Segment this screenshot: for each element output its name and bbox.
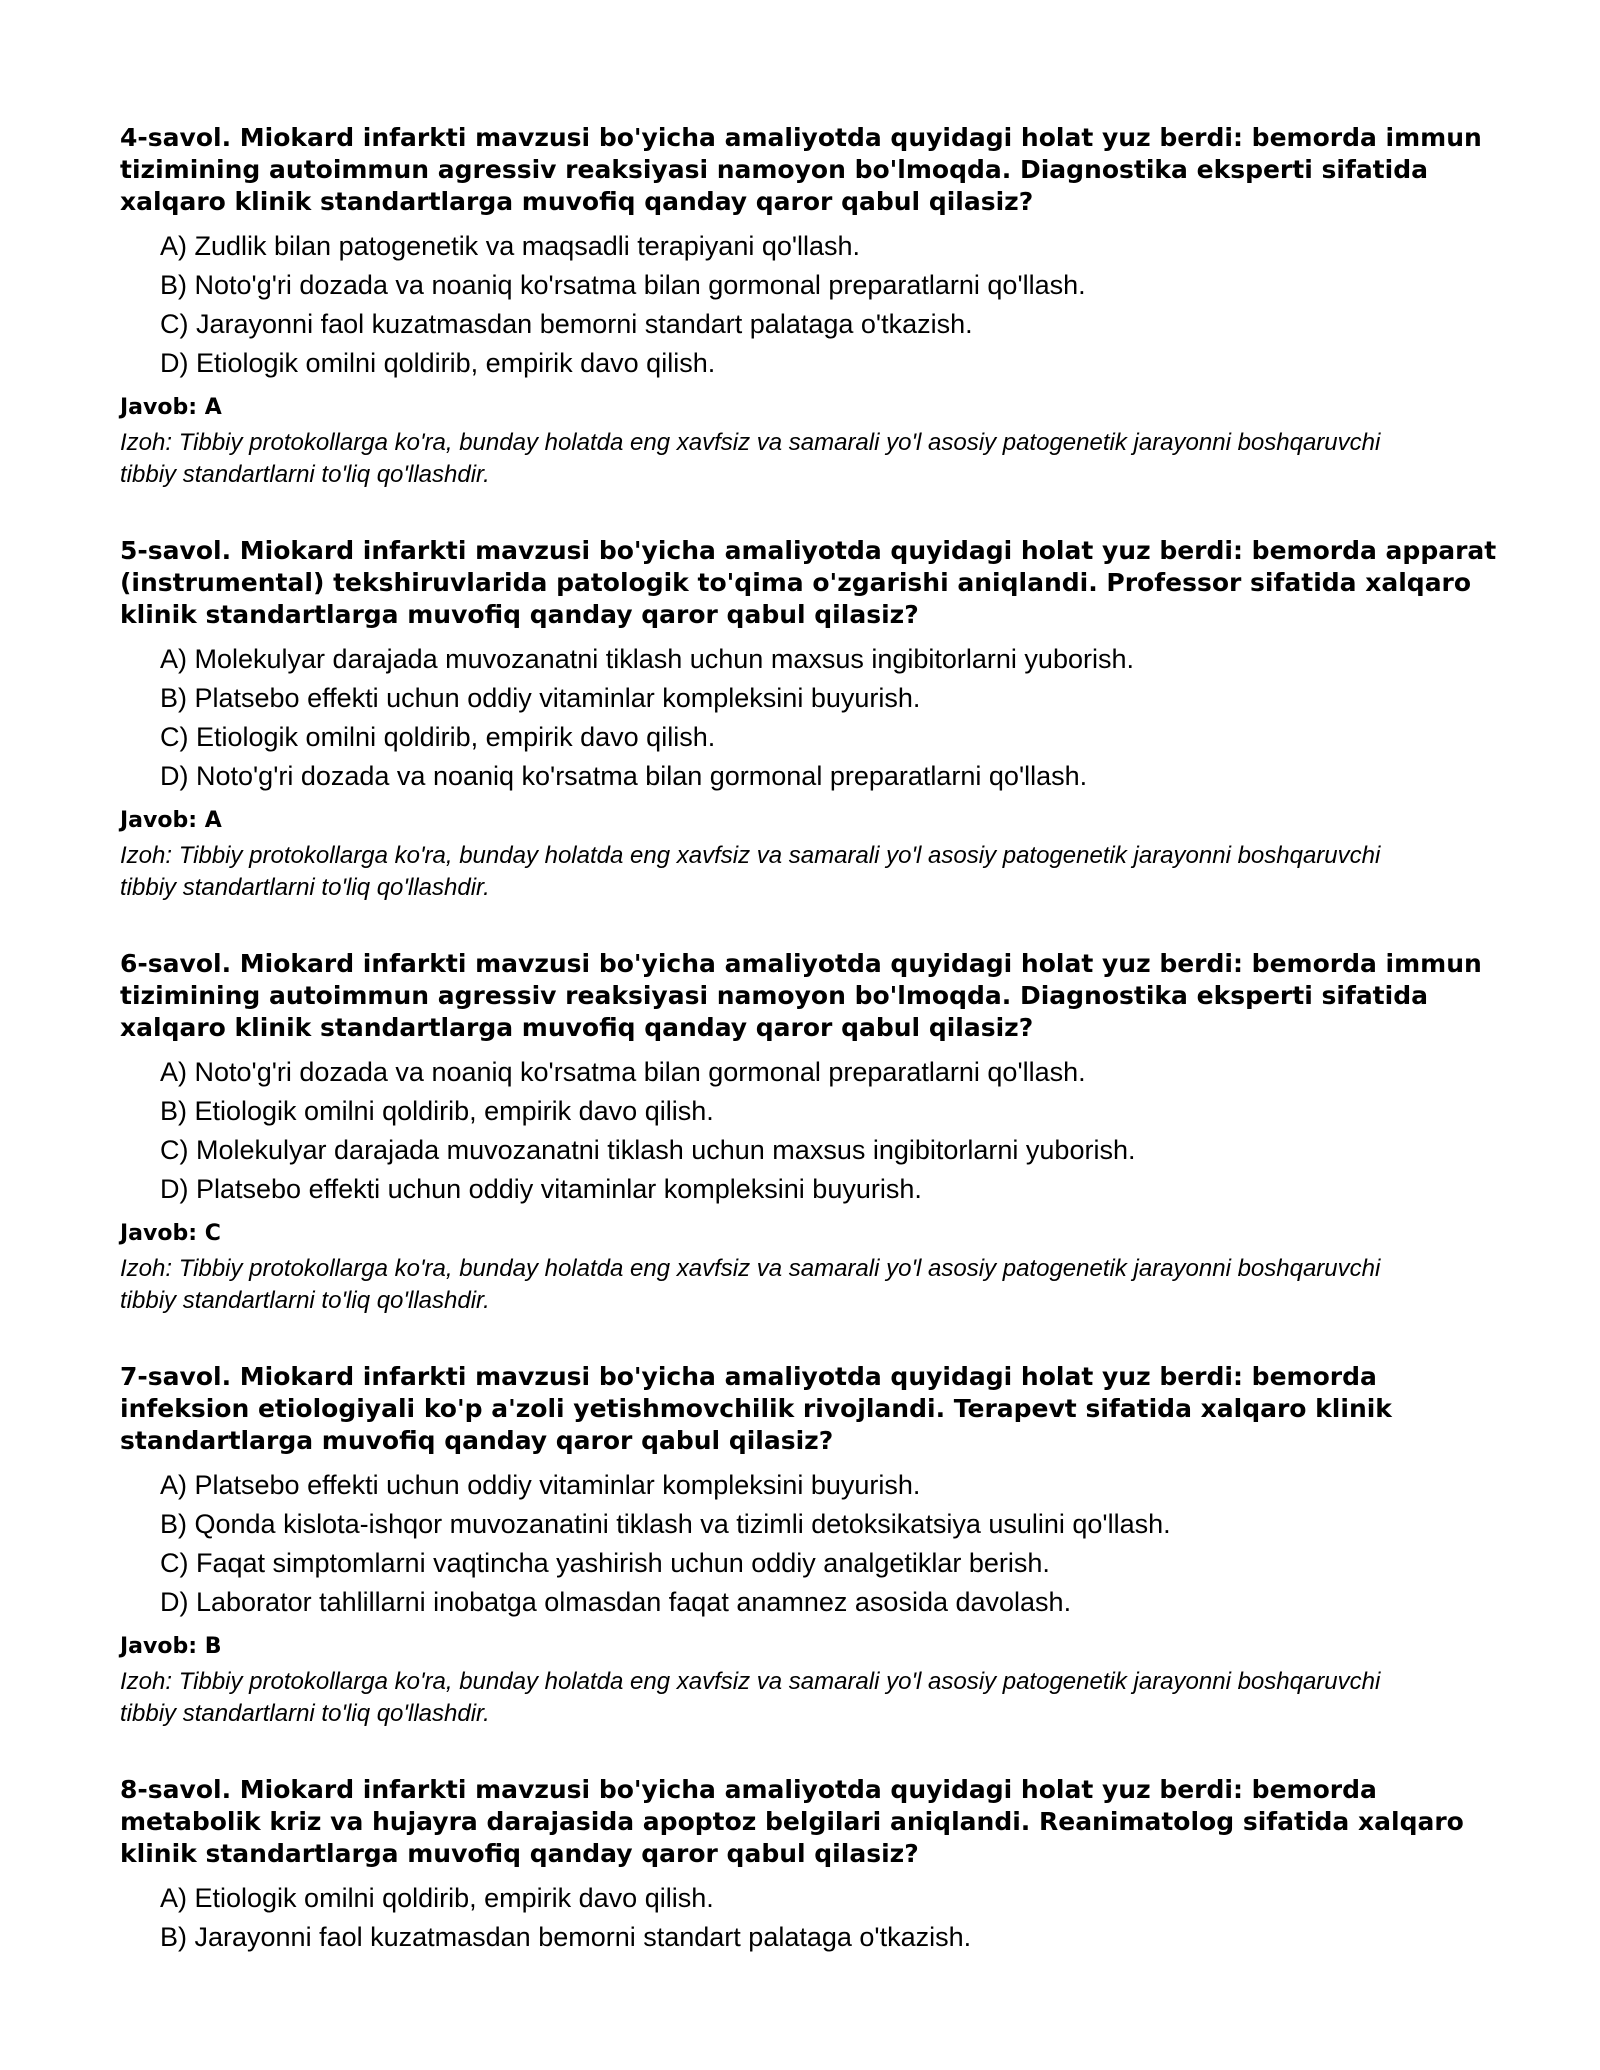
- option-a: A) Noto'g'ri dozada va noaniq ko'rsatma bilan gormonal preparatlarni qo'llash.: [160, 1057, 1086, 1087]
- option-b: B) Noto'g'ri dozada va noaniq ko'rsatma bilan gormonal preparatlarni qo'llash.: [160, 270, 1086, 300]
- question-block: [120, 1774, 1500, 1957]
- question-title: 7-savol. Miokard infarkti mavzusi bo'yicha amaliyotda quyidagi holat yuz berdi: bemorda infeksion etiologiyali ko'p a'zoli yetishmovchilik rivojlandi. Terapevt sifatida xalqaro klinik standartlarga muvofiq qanday qaror qabul qilasiz?: [120, 1362, 1392, 1455]
- option-c: C) Faqat simptomlarni vaqtincha yashirish uchun oddiy analgetiklar berish.: [160, 1548, 1050, 1578]
- option-b: B) Etiologik omilni qoldirib, empirik davo qilish.: [160, 1096, 714, 1126]
- option-c: C) Molekulyar darajada muvozanatni tiklash uchun maxsus ingibitorlarni yuborish.: [160, 1135, 1136, 1165]
- options-list: [120, 227, 1500, 383]
- question-title: 5-savol. Miokard infarkti mavzusi bo'yicha amaliyotda quyidagi holat yuz berdi: bemorda apparat (instrumental) tekshiruvlarida patologik to'qima o'zgarishi aniqlandi. Professor sifatida xalqaro klinik standartlarga muvofiq qanday qaror qabul qilasiz?: [120, 536, 1497, 629]
- question-title: 6-savol. Miokard infarkti mavzusi bo'yicha amaliyotda quyidagi holat yuz berdi: bemorda immun tizimining autoimmun agressiv reaksiyasi namoyon bo'lmoqda. Diagnostika eksperti sifatida xalqaro klinik standartlarga muvofiq qanday qaror qabul qilasiz?: [120, 949, 1482, 1042]
- answer-label: Javob: B: [120, 1634, 222, 1659]
- question-block: [120, 535, 1500, 904]
- question-title: 8-savol. Miokard infarkti mavzusi bo'yicha amaliyotda quyidagi holat yuz berdi: bemorda metabolik kriz va hujayra darajasida apoptoz belgilari aniqlandi. Reanimatolog sifatida xalqaro klinik standartlarga muvofiq qanday qaror qabul qilasiz?: [120, 1775, 1464, 1868]
- explanation-note: Izoh: Tibbiy protokollarga ko'ra, bunday holatda eng xavfsiz va samarali yo'l asosiy patogenetik jarayonni boshqaruvchi tibbiy standartlarni to'liq qo'llashdir.: [120, 842, 1381, 901]
- option-d: D) Etiologik omilni qoldirib, empirik davo qilish.: [160, 348, 716, 378]
- option-c: C) Etiologik omilni qoldirib, empirik davo qilish.: [160, 722, 716, 752]
- options-list: [120, 640, 1500, 796]
- explanation-note: Izoh: Tibbiy protokollarga ko'ra, bunday holatda eng xavfsiz va samarali yo'l asosiy patogenetik jarayonni boshqaruvchi tibbiy standartlarni to'liq qo'llashdir.: [120, 1668, 1381, 1727]
- question-title: 4-savol. Miokard infarkti mavzusi bo'yicha amaliyotda quyidagi holat yuz berdi: bemorda immun tizimining autoimmun agressiv reaksiyasi namoyon bo'lmoqda. Diagnostika eksperti sifatida xalqaro klinik standartlarga muvofiq qanday qaror qabul qilasiz?: [120, 123, 1482, 216]
- option-b: B) Jarayonni faol kuzatmasdan bemorni standart palataga o'tkazish.: [160, 1922, 972, 1952]
- explanation-note: Izoh: Tibbiy protokollarga ko'ra, bunday holatda eng xavfsiz va samarali yo'l asosiy patogenetik jarayonni boshqaruvchi tibbiy standartlarni to'liq qo'llashdir.: [120, 429, 1381, 488]
- option-a: A) Molekulyar darajada muvozanatni tiklash uchun maxsus ingibitorlarni yuborish.: [160, 644, 1134, 674]
- document-page: [120, 122, 1500, 2001]
- option-a: A) Platsebo effekti uchun oddiy vitaminlar kompleksini buyurish.: [160, 1470, 921, 1500]
- option-d: D) Noto'g'ri dozada va noaniq ko'rsatma bilan gormonal preparatlarni qo'llash.: [160, 761, 1088, 791]
- answer-label: Javob: A: [120, 395, 222, 420]
- options-list: [120, 1053, 1500, 1209]
- answer-label: Javob: C: [120, 1221, 221, 1246]
- option-a: A) Etiologik omilni qoldirib, empirik davo qilish.: [160, 1883, 714, 1913]
- option-b: B) Platsebo effekti uchun oddiy vitaminlar kompleksini buyurish.: [160, 683, 921, 713]
- option-a: A) Zudlik bilan patogenetik va maqsadli terapiyani qo'llash.: [160, 231, 861, 261]
- question-block: [120, 1361, 1500, 1730]
- option-d: D) Laborator tahlillarni inobatga olmasdan faqat anamnez asosida davolash.: [160, 1587, 1072, 1617]
- option-d: D) Platsebo effekti uchun oddiy vitaminlar kompleksini buyurish.: [160, 1174, 922, 1204]
- explanation-note: Izoh: Tibbiy protokollarga ko'ra, bunday holatda eng xavfsiz va samarali yo'l asosiy patogenetik jarayonni boshqaruvchi tibbiy standartlarni to'liq qo'llashdir.: [120, 1255, 1381, 1314]
- question-block: [120, 122, 1500, 491]
- options-list: [120, 1879, 1500, 1957]
- answer-label: Javob: A: [120, 808, 222, 833]
- options-list: [120, 1466, 1500, 1622]
- option-c: C) Jarayonni faol kuzatmasdan bemorni standart palataga o'tkazish.: [160, 309, 973, 339]
- option-b: B) Qonda kislota-ishqor muvozanatini tiklash va tizimli detoksikatsiya usulini qo'llash.: [160, 1509, 1171, 1539]
- question-block: [120, 948, 1500, 1317]
